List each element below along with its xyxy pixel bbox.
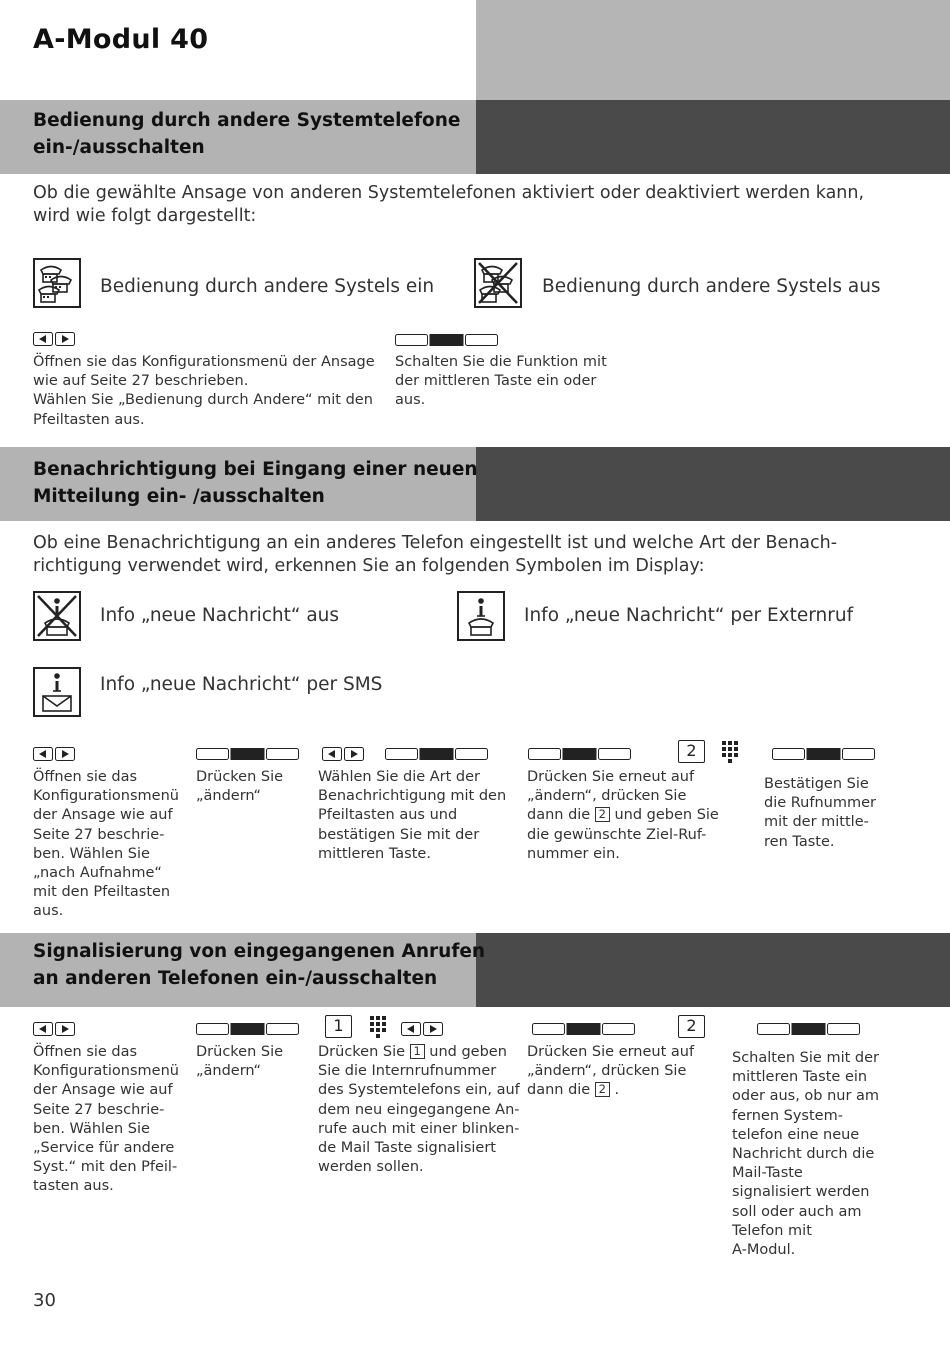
- section1-band-dark: [476, 100, 950, 174]
- info-sms-icon: [33, 667, 81, 717]
- section2-step4: Drücken Sie erneut auf „ändern“, drücken Sie dann die 2 und geben Sie die gewünschte Ziel-Ruf- nummer ein.: [527, 769, 719, 862]
- key-2-inline-icon: 2: [595, 807, 610, 822]
- section2-step3: Wählen Sie die Art der Benachrichtigung mit den Pfeiltasten aus und bestätigen Sie mit der mittleren Taste.: [318, 769, 507, 862]
- section3-band-dark: [476, 933, 950, 1007]
- arrow-keys-icon: [33, 746, 75, 760]
- section3-step3: Drücken Sie 1 und geben Sie die Internrufnummer des Systemtelefons ein, auf dem neu eingegangene An- rufe auch mit einer blinken- de Mail Taste signalisiert werden sollen.: [318, 1044, 520, 1176]
- section3-step2: Drücken Sie „ändern“: [196, 1044, 284, 1080]
- section3-step1: Öffnen sie das Konfigurationsmenü der Ansage wie auf Seite 27 beschrie- ben. Wählen Sie „Service für andere Syst.“ mit den Pfeil- tasten aus.: [33, 1044, 179, 1195]
- section3-step4: Drücken Sie erneut auf „ändern“, drücken Sie dann die 2 .: [527, 1044, 695, 1099]
- phones-on-icon: [33, 258, 81, 308]
- key-2-icon: 2: [678, 740, 705, 763]
- softkey-bar-icon: [532, 1020, 636, 1032]
- section2-band-dark: [476, 447, 950, 521]
- section1-step2: Schalten Sie die Funktion mit der mittleren Taste ein oder aus.: [395, 354, 607, 409]
- softkey-bar-icon: [772, 745, 876, 757]
- section1-step1: Öffnen sie das Konfigurationsmenü der Ansage wie auf Seite 27 beschrieben. Wählen Sie „Bedienung durch Andere“ mit den Pfeiltasten aus.: [33, 354, 375, 428]
- softkey-bar-icon: [385, 745, 489, 757]
- section2-intro: Ob eine Benachrichtigung an ein anderes Telefon eingestellt ist und welche Art der Benach- richtigung verwendet wird, erkennen Sie an folgenden Symbolen im Display:: [33, 533, 838, 576]
- softkey-bar-icon: [196, 745, 300, 757]
- symbol-info-ext-label: Info „neue Nachricht“ per Externruf: [524, 605, 854, 626]
- key-2-icon: 2: [678, 1015, 705, 1038]
- section1-title: Bedienung durch andere Systemtelefone ein-/ausschalten: [33, 110, 461, 158]
- softkey-bar-icon: [528, 745, 632, 757]
- arrow-keys-icon: [401, 1021, 443, 1035]
- phones-off-icon: [474, 258, 522, 308]
- page-number: 30: [33, 1290, 56, 1311]
- section3-title: Signalisierung von eingegangenen Anrufen an anderen Telefonen ein-/ausschalten: [33, 941, 486, 989]
- section2-title: Benachrichtigung bei Eingang einer neuen Mitteilung ein- /ausschalten: [33, 459, 478, 507]
- arrow-keys-icon: [33, 1021, 75, 1035]
- softkey-bar-icon: [757, 1020, 861, 1032]
- info-off-icon: [33, 591, 81, 641]
- header-gray-block: [476, 0, 950, 100]
- section3-step5: Schalten Sie mit der mittleren Taste ein oder aus, ob nur am fernen System- telefon eine neue Nachricht durch die Mail-Taste signalisiert werden soll oder auch am Telefon mit A-Modul.: [732, 1050, 880, 1259]
- key-2-inline-icon: 2: [595, 1082, 610, 1097]
- section1-intro: Ob die gewählte Ansage von anderen Systemtelefonen aktiviert oder deaktiviert werden kann, wird wie folgt dargestellt:: [33, 183, 865, 226]
- keypad-icon: [721, 740, 741, 766]
- symbol-info-sms-label: Info „neue Nachricht“ per SMS: [100, 674, 383, 695]
- softkey-bar-icon: [196, 1020, 300, 1032]
- symbol-info-off-label: Info „neue Nachricht“ aus: [100, 605, 340, 626]
- page-title: A-Modul 40: [33, 24, 209, 55]
- section2-step2: Drücken Sie „ändern“: [196, 769, 284, 805]
- arrow-keys-icon: [33, 331, 75, 345]
- symbol-off-label: Bedienung durch andere Systels aus: [542, 276, 881, 297]
- info-phone-icon: [457, 591, 505, 641]
- key-1-icon: 1: [325, 1015, 352, 1038]
- symbol-on-label: Bedienung durch andere Systels ein: [100, 276, 435, 297]
- key-1-inline-icon: 1: [410, 1044, 425, 1059]
- section2-step1: Öffnen sie das Konfigurationsmenü der Ansage wie auf Seite 27 beschrie- ben. Wählen Sie „nach Aufnahme“ mit den Pfeiltasten aus.: [33, 769, 179, 920]
- section2-step5: Bestätigen Sie die Rufnummer mit der mittle- ren Taste.: [764, 776, 876, 850]
- arrow-keys-icon: [322, 746, 364, 760]
- keypad-icon: [369, 1015, 389, 1041]
- softkey-bar-icon: [395, 331, 499, 343]
